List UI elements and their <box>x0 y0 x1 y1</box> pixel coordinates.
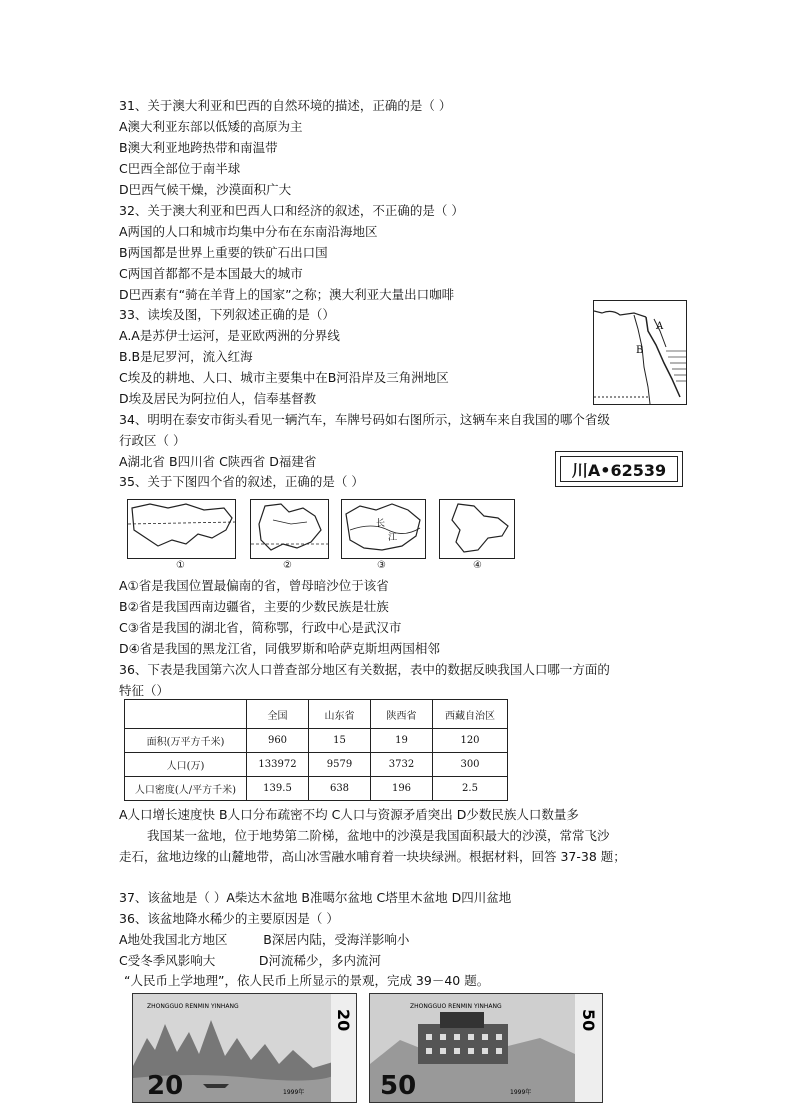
q35-option-b: B②省是我国西南边疆省，主要的少数民族是壮族 <box>119 599 389 614</box>
q31-option-c: C巴西全部位于南半球 <box>119 161 241 176</box>
banknote-20-denom-vertical: 20 <box>334 1009 353 1032</box>
license-plate <box>555 451 683 487</box>
egypt-map-label-a: A <box>656 321 664 332</box>
q32-option-b: B两国都是世界上重要的铁矿石出口国 <box>119 245 328 260</box>
q35-option-a: A①省是我国位置最偏南的省，曾母暗沙位于该省 <box>119 578 389 593</box>
q31-option-b: B澳大利亚地跨热带和南温带 <box>119 140 278 155</box>
q33-stem: 33、读埃及图，下列叙述正确的是（） <box>119 307 335 322</box>
banknote-20-denom: 20 <box>147 1071 184 1101</box>
province-map-3 <box>341 499 426 559</box>
q35-option-d: D④省是我国的黑龙江省，同俄罗斯和哈萨克斯坦两国相邻 <box>119 641 440 656</box>
q31-option-a: A澳大利亚东部以低矮的高原为主 <box>119 119 303 134</box>
table-row <box>125 753 508 777</box>
banknote-50-header: ZHONGGUO RENMIN YINHANG <box>410 1003 502 1010</box>
table-header-row <box>125 700 508 729</box>
egypt-map <box>593 300 687 405</box>
table-cell: 面积(万平方千米) <box>125 729 247 753</box>
table-cell: 120 <box>433 729 508 753</box>
q32-option-d: D巴西素有“骑在羊背上的国家”之称；澳大利亚大量出口咖啡 <box>119 287 455 302</box>
passage-line1: 我国某一盆地，位于地势第二阶梯，盆地中的沙漠是我国面积最大的沙漠，常常飞沙 <box>147 828 610 843</box>
table-cell: 9579 <box>309 753 371 777</box>
table-cell: 960 <box>247 729 309 753</box>
q36-stem-line1: 36、下表是我国第六次人口普查部分地区有关数据，表中的数据反映我国人口哪一方面的 <box>119 662 610 677</box>
q32-stem: 32、关于澳大利亚和巴西人口和经济的叙述，不正确的是（ ） <box>119 203 464 218</box>
table-header-cell: 陕西省 <box>371 700 433 729</box>
q38-row2: C受冬季风影响大 D河流稀少，多内流河 <box>119 953 382 968</box>
province-map-3-label-jiang: 江 <box>388 533 398 543</box>
q37-line: 37、该盆地是（ ）A柴达木盆地 B准噶尔盆地 C塔里木盆地 D四川盆地 <box>119 890 512 905</box>
q34-options: A湖北省 B四川省 C陕西省 D福建省 <box>119 454 317 469</box>
egypt-map-label-b: B <box>636 345 644 356</box>
table-header-cell: 西藏自治区 <box>433 700 508 729</box>
q35-stem: 35、关于下图四个省的叙述，正确的是（ ） <box>119 474 364 489</box>
q33-option-d: D埃及居民为阿拉伯人，信奉基督教 <box>119 391 317 406</box>
q35-option-c: C③省是我国的湖北省，简称鄂，行政中心是武汉市 <box>119 620 402 635</box>
table-cell: 196 <box>371 777 433 801</box>
table-cell: 2.5 <box>433 777 508 801</box>
province-map-4-caption: ④ <box>473 560 482 571</box>
q32-option-c: C两国首都都不是本国最大的城市 <box>119 266 303 281</box>
province-map-1-caption: ① <box>176 560 185 571</box>
province-map-3-label-chang: 长 <box>376 519 386 529</box>
province-map-2-caption: ② <box>283 560 292 571</box>
q38-row1: A地处我国北方地区 B深居内陆，受海洋影响小 <box>119 932 410 947</box>
q32-option-a: A两国的人口和城市均集中分布在东南沿海地区 <box>119 224 378 239</box>
passage-line2: 走石，盆地边缘的山麓地带，高山冰雪融水哺育着一块块绿洲。根据材料，回答 37-38 题； <box>119 849 626 864</box>
table-header-cell <box>125 700 247 729</box>
banknote-50-denom-vertical: 50 <box>579 1009 598 1032</box>
q34-stem-line2: 行政区（ ） <box>119 433 186 448</box>
table-cell: 人口(万) <box>125 753 247 777</box>
banknote-20-year: 1999年 <box>283 1089 305 1096</box>
table-cell: 139.5 <box>247 777 309 801</box>
q36-options: A人口增长速度快 B人口分布疏密不均 C人口与资源矛盾突出 D少数民族人口数量多 <box>119 807 579 822</box>
license-plate-text: 川A•62539 <box>560 456 678 482</box>
province-map-1 <box>127 499 236 559</box>
province-map-2 <box>250 499 329 559</box>
table-header-cell: 全国 <box>247 700 309 729</box>
q31-stem: 31、关于澳大利亚和巴西的自然环境的描述，正确的是（ ） <box>119 98 452 113</box>
banknote-50-year: 1999年 <box>510 1089 532 1096</box>
banknote-50-denom: 50 <box>380 1071 417 1101</box>
province-map-3-caption: ③ <box>377 560 386 571</box>
table-cell: 133972 <box>247 753 309 777</box>
table-row <box>125 729 508 753</box>
banknote-20 <box>132 993 357 1103</box>
table-cell: 19 <box>371 729 433 753</box>
q34-stem-line1: 34、明明在泰安市街头看见一辆汽车，车牌号码如右图所示，这辆车来自我国的哪个省级 <box>119 412 610 427</box>
table-cell: 人口密度(人/平方千米) <box>125 777 247 801</box>
q39-intro: “人民币上学地理”，依人民币上所显示的景观，完成 39－40 题。 <box>124 973 490 988</box>
table-cell: 638 <box>309 777 371 801</box>
q31-option-d: D巴西气候干燥，沙漠面积广大 <box>119 182 292 197</box>
q33-option-c: C埃及的耕地、人口、城市主要集中在B河沿岸及三角洲地区 <box>119 370 449 385</box>
banknote-20-header: ZHONGGUO RENMIN YINHANG <box>147 1003 239 1010</box>
table-row <box>125 777 508 801</box>
population-table <box>124 699 508 801</box>
q36-stem-line2: 特征（） <box>119 683 170 698</box>
table-header-cell: 山东省 <box>309 700 371 729</box>
table-cell: 3732 <box>371 753 433 777</box>
q33-option-b: B.B是尼罗河，流入红海 <box>119 349 253 364</box>
table-cell: 15 <box>309 729 371 753</box>
province-map-4 <box>439 499 515 559</box>
banknote-50 <box>369 993 603 1103</box>
q33-option-a: A.A是苏伊士运河，是亚欧两洲的分界线 <box>119 328 340 343</box>
table-cell: 300 <box>433 753 508 777</box>
egypt-map-drawing <box>594 301 686 404</box>
q38-stem: 36、该盆地降水稀少的主要原因是（ ） <box>119 911 339 926</box>
